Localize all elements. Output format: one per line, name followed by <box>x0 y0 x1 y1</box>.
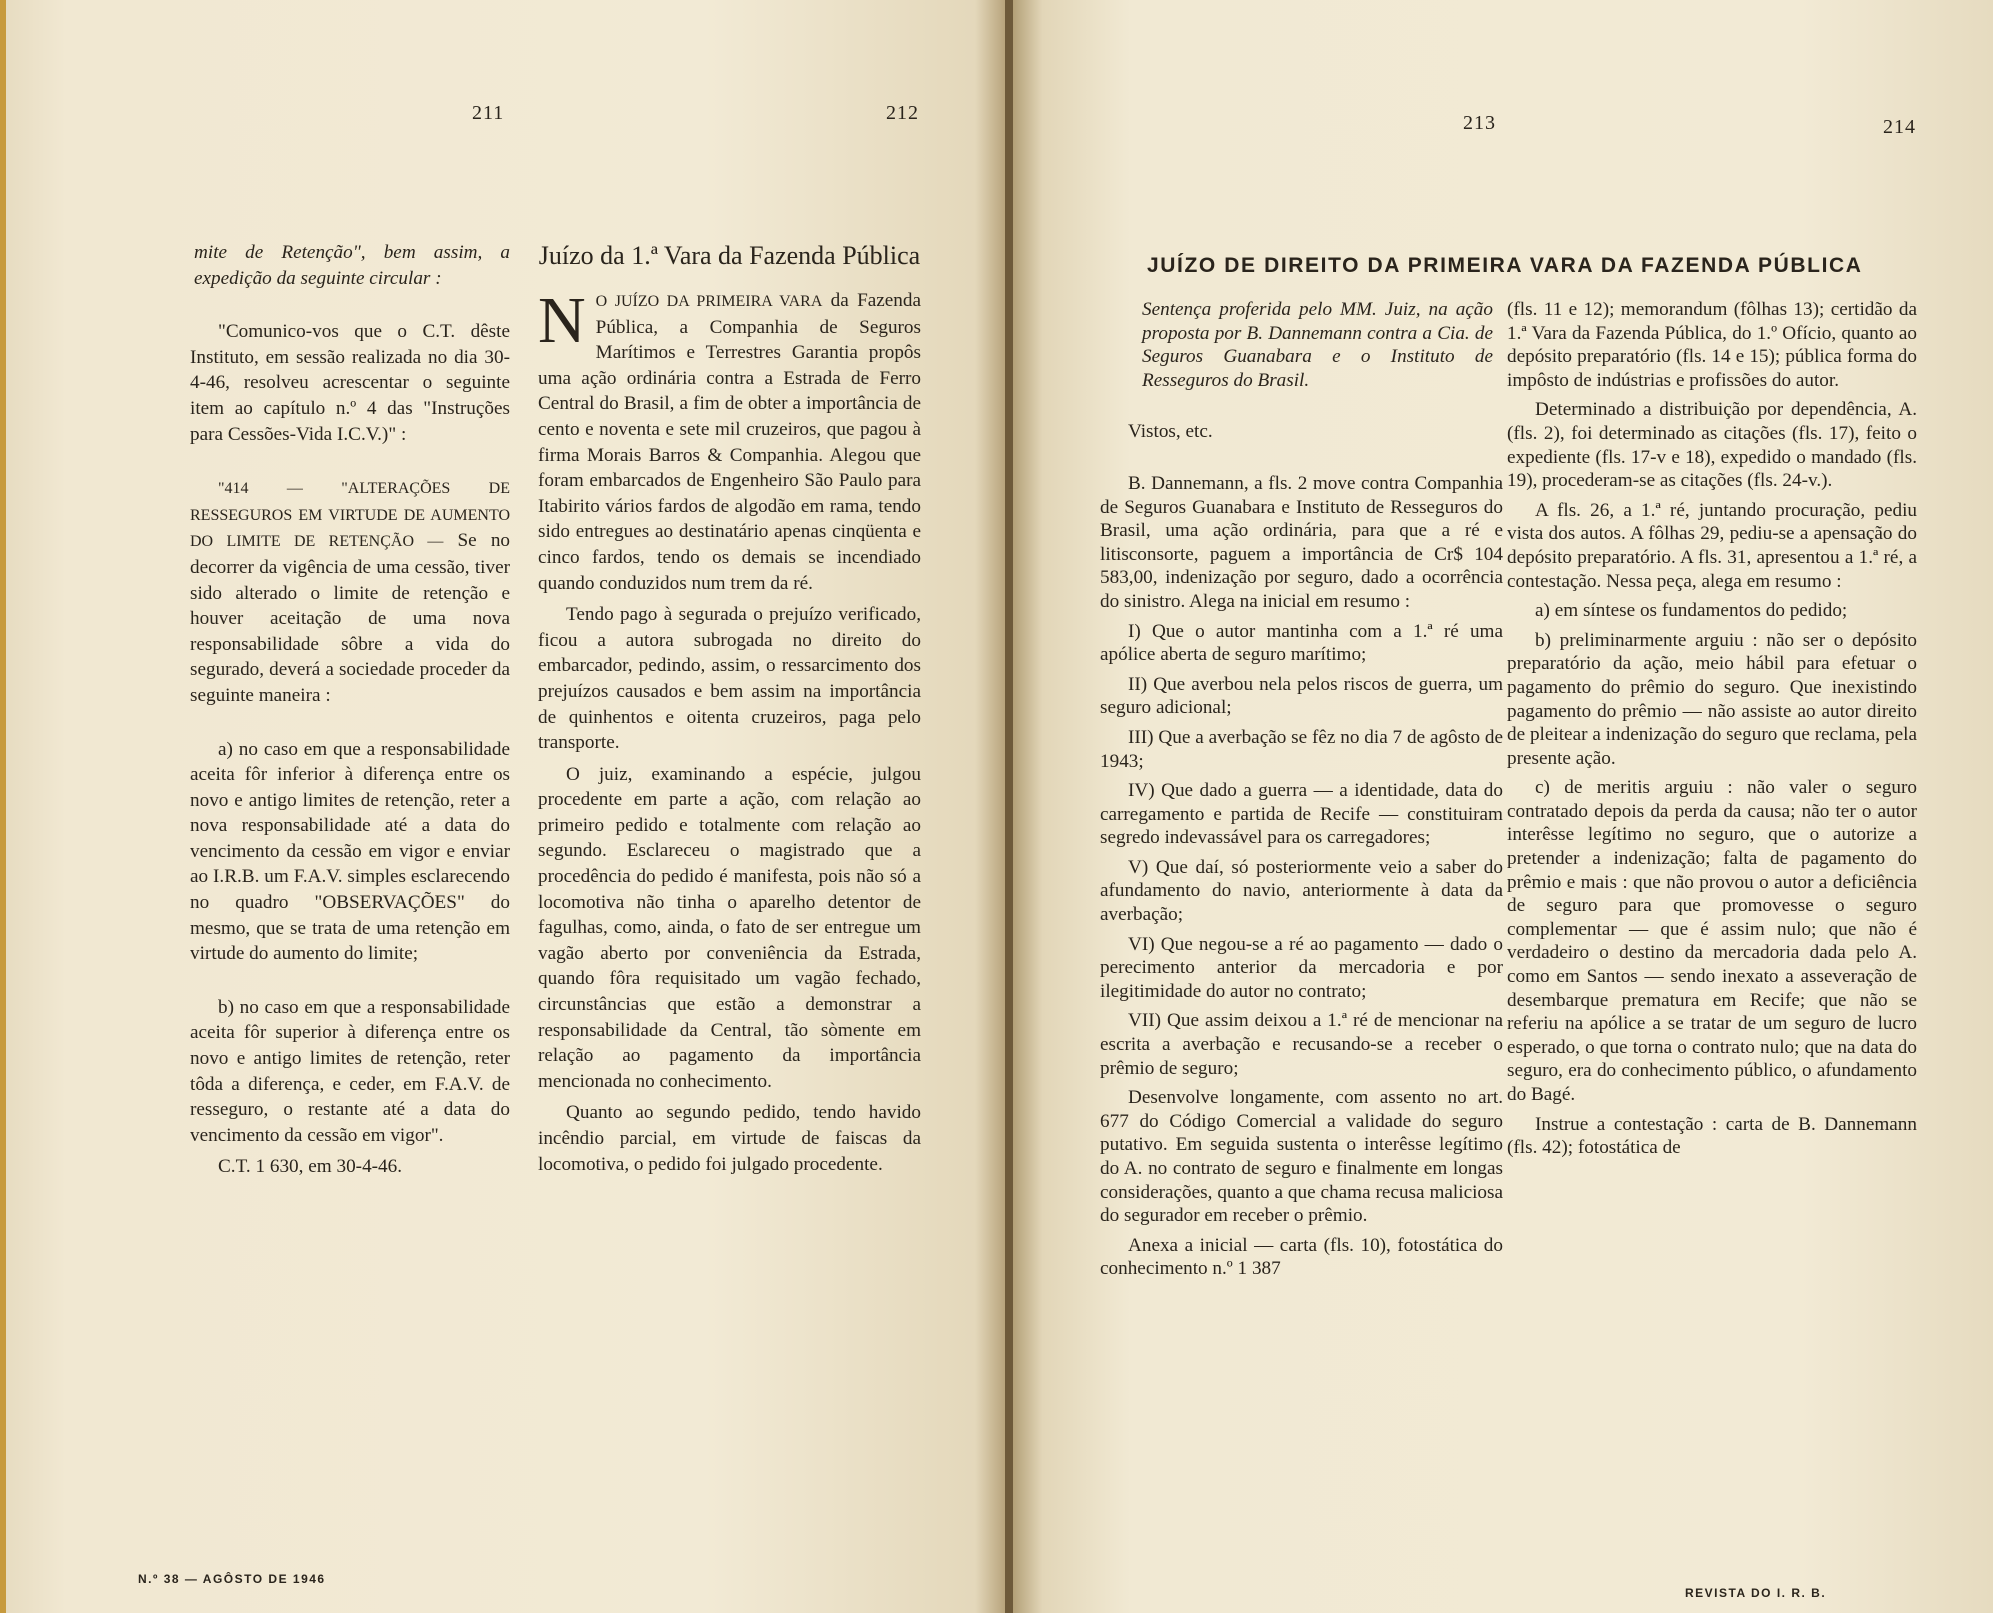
column-213 <box>1100 298 1503 1281</box>
page-number-214: 214 <box>1883 116 1916 138</box>
paragraph-b: b) no caso em que a responsabilidade aceita fôr superior à diferença entre os novo e antigo limites de retenção, reter tôda a diferença, e ceder, em F.A.V. de resseguro, o restante até a data do vencimento da cessão em vigor". <box>190 996 510 1146</box>
item-i: I) Que o autor mantinha com a 1.ª ré uma apólice aberta de seguro marítimo; <box>1100 620 1503 666</box>
item-vi: VI) Que negou-se a ré ao pagamento — dado o perecimento anterior da mercadoria e por ilegitimidade do autor no contrato; <box>1100 933 1503 1002</box>
paragraph-instrue: Instrue a contestação : carta de B. Dannemann (fls. 42); fotostática de <box>1507 1113 1917 1159</box>
page-number-212: 212 <box>886 102 919 124</box>
paragraph-contestation: A fls. 26, a 1.ª ré, juntando procuração, pediu vista dos autos. A fôlhas 29, pediu-se a apensação do depósito preparatório. A fls. 31, apresentou a 1.ª ré, a contestação. Nessa peça, alega em resumo : <box>1507 499 1917 592</box>
paragraph-item-414 <box>190 475 510 708</box>
paragraph-a: a) no caso em que a responsabilidade aceita fôr inferior à diferença entre os novo e antigo limites de retenção, reter a nova responsabilidade até a data do vencimento da cessão em vigor e enviar ao I.R.B. um F.A.V. simples esclarecendo no quadro "OBSERVAÇÕES" do mesmo, que se trata de uma retenção em virtude do aumento do limite; <box>190 738 510 965</box>
drop-cap: N <box>538 284 586 357</box>
paragraph-continued: (fls. 11 e 12); memorandum (fôlhas 13); certidão da 1.ª Vara da Fazenda Pública, do 1.º Ofício, quanto ao depósito preparatório (fls. 14 e 15); pública forma do impôsto de indústrias e profissões do autor. <box>1507 299 1917 391</box>
article-title-213: JUÍZO DE DIREITO DA PRIMEIRA VARA DA FAZENDA PÚBLICA <box>1147 254 1863 277</box>
paragraph-distribution: Determinado a distribuição por dependência, A. (fls. 2), foi determinado as citações (fls. 17), feito o expediente (fls. 17-v e 18), expedido o mandado (fls. 19), procederam-se as citações (fls. 24-v.). <box>1507 399 1917 492</box>
item-iii: III) Que a averbação se fêz no dia 7 de agôsto de 1943; <box>1100 726 1503 772</box>
column-214 <box>1507 298 1917 1160</box>
vistos: Vistos, etc. <box>1128 421 1213 443</box>
paragraph-4: Quanto ao segundo pedido, tendo havido incêndio parcial, em virtude de faiscas da locomotiva, o pedido foi julgado procedente. <box>538 1102 921 1175</box>
paragraph-2: Tendo pago à segurada o prejuízo verificado, ficou a autora subrogada no direito do embarcador, pedindo, assim, o ressarcimento dos prejuízos causados e bem assim na importância de quinhentos e oitenta cruzeiros, paga pelo transporte. <box>538 604 921 754</box>
item-c: c) de meritis arguiu : não valer o seguro contratado depois da perda da causa; não ter o autor interêsse legítimo no seguro, que o autorize a pretender a indenização; falta de pagamento do prêmio e mais : que não provou o autor a deficiência de seguro para que promovesse o seguro complementar — que é assim nulo; que não é verdadeiro o destino da mercadoria dada pelo A. como em Santos — sendo inexato a asseveração de desembarque prematura em Recife; que não se referiu na apólice a se tratar de um seguro de lucro esperado, o que torna o contrato nulo; que na data do seguro, era do conhecimento público, o afundamento do Bagé. <box>1507 777 1917 1105</box>
paragraph-claim: B. Dannemann, a fls. 2 move contra Companhia de Seguros Guanabara e Instituto de Resseguros do Brasil, uma ação ordinária, para que a ré e litisconsorte, paguem a importância de Cr$ 104 583,00, indenização por seguro, dado a ocorrência do sinistro. Alega na inicial em resumo : <box>1100 472 1503 612</box>
item-a: a) em síntese os fundamentos do pedido; <box>1535 600 1848 622</box>
page-number-213: 213 <box>1463 112 1496 134</box>
article-title-212: Juízo da 1.ª Vara da Fazenda Pública <box>538 241 921 270</box>
paragraph-annex: Anexa a inicial — carta (fls. 10), fotostática do conhecimento n.º 1 387 <box>1100 1234 1503 1280</box>
paragraph-opening <box>538 284 921 596</box>
item-414-text: Se no decorrer da vigência de uma cessão, tiver sido alterado o limite de retenção e houver aceitação de uma nova responsabilidade sôbre a vida do segurado, deverá a sociedade proceder da seguinte maneira : <box>190 530 510 706</box>
item-ii: II) Que averbou nela pelos riscos de guerra, um seguro adicional; <box>1100 673 1503 719</box>
opening-text: da Fazenda Pública, a Companhia de Seguros Marítimos e Terrestres Garantia propôs uma ação ordinária contra a Estrada de Ferro Central do Brasil, a fim de obter a importância de cento e noventa e sete mil cruzeiros, que pagou à firma Morais Barros & Companhia. Alegou que foram embarcados de Engenheiro São Paulo para Itabirito vários fardos de algodão em rama, tendo sido entregues ao destinatário apenas cinqüenta e cinco fardos, tendo os demais se incendiado quando conduzidos num trem da ré. <box>538 290 921 594</box>
footer-issue: N.º 38 — AGÔSTO DE 1946 <box>138 1572 326 1586</box>
column-211 <box>190 240 510 1180</box>
footer-journal: REVISTA DO I. R. B. <box>1685 1586 1827 1600</box>
page-number-211: 211 <box>472 102 505 124</box>
item-iv: IV) Que dado a guerra — a identidade, data do carregamento e partida de Recife — constituiram segredo indevassável para os carregadores; <box>1100 780 1503 849</box>
sentence-intro: Sentença proferida pelo MM. Juiz, na ação proposta por B. Dannemann contra a Cia. de Seguros Guanabara e o Instituto de Resseguros do Brasil. <box>1142 299 1493 391</box>
item-vii: VII) Que assim deixou a 1.ª ré de mencionar na escrita a averbação e recusando-se a receber o prêmio de seguro; <box>1100 1010 1503 1079</box>
paragraph-circular: "Comunico-vos que o C.T. dêste Instituto, em sessão realizada no dia 30-4-46, resolveu acrescentar o seguinte item ao capítulo n.º 4 das "Instruções para Cessões-Vida I.C.V.)" : <box>190 321 510 445</box>
item-414-heading: "414 — "ALTERAÇÕES DE RESSEGUROS EM VIRTUDE DE AUMENTO DO LIMITE DE RETENÇÃO — <box>190 480 510 551</box>
item-b: b) preliminarmente arguiu : não ser o depósito preparatório da ação, meio hábil para efetuar o pagamento do prêmio do seguro. Que inexistindo pagamento do prêmio — não assiste ao autor direito de pleitear a indenização do seguro que reclama, pela presente ação. <box>1507 629 1917 769</box>
item-v: V) Que daí, só posteriormente veio a saber do afundamento do navio, anteriormente à data da averbação; <box>1100 856 1503 926</box>
paragraph-intro: mite de Retenção", bem assim, a expedição da seguinte circular : <box>194 242 510 289</box>
paragraph-3: O juiz, examinando a espécie, julgou procedente em parte a ação, com relação ao primeiro pedido e totalmente com relação ao segundo. Esclareceu o magistrado que a procedência do pedido é manifesta, pois não só a locomotiva não tinha o aparelho detentor de fagulhas, como, ainda, o fato de ser entregue um vagão aberto por conveniência da Estrada, quando fôra requisitado um vagão fechado, circunstâncias que estão a demonstrar a responsabilidade da Central, tão sòmente em relação ao pagamento da importância mencionada no conhecimento. <box>538 763 921 1092</box>
signature-ct: C.T. 1 630, em 30-4-46. <box>218 1156 403 1178</box>
opening-small-caps: O JUÍZO DA PRIMEIRA VARA <box>595 293 823 310</box>
column-212 <box>538 238 921 1177</box>
right-page <box>1013 0 1993 1613</box>
paragraph-develops: Desenvolve longamente, com assento no art. 677 do Código Comercial a validade do seguro putativo. Em seguida sustenta o interêsse legítimo do A. no contrato de seguro e finalmente em longas considerações, quanto a que chama recusa maliciosa do segurador em receber o prêmio. <box>1100 1087 1503 1227</box>
